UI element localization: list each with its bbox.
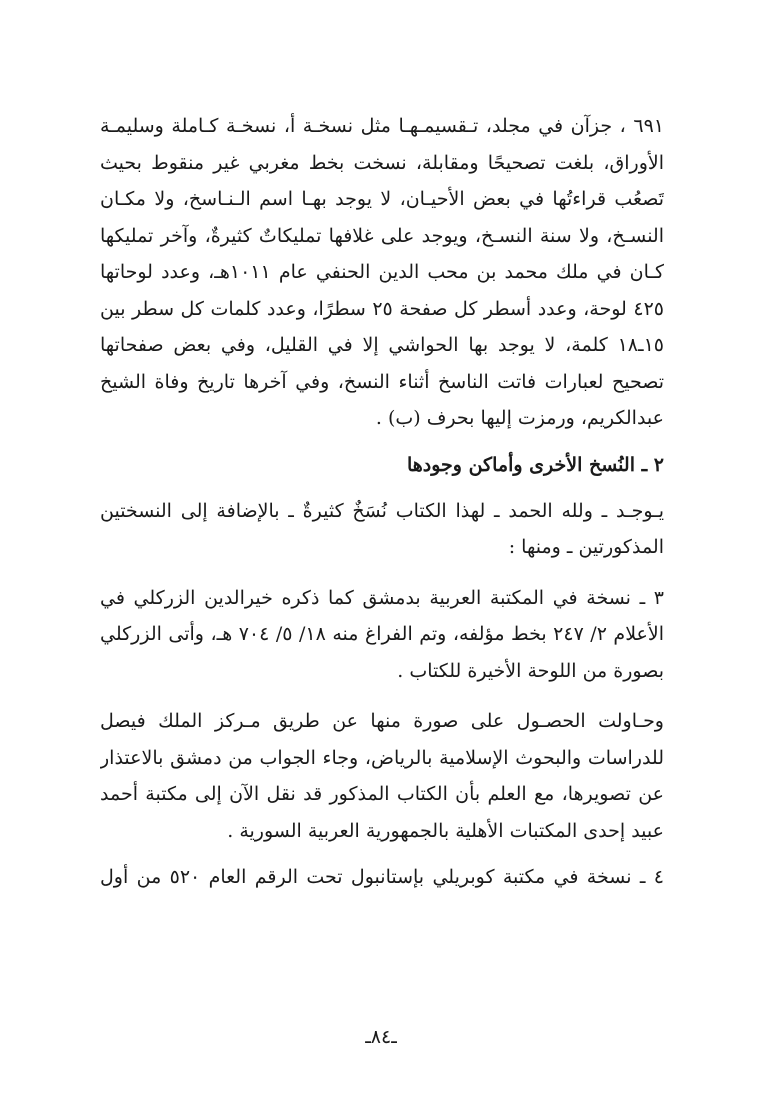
paragraph-koprulu-copy <box>100 859 664 896</box>
text-line: الأعلام ٢/ ٢٤٧ بخط مؤلفه، وتم الفراغ منه ١٨/ ٥/ ٧٠٤ هـ، وأتى الزركلي <box>100 623 664 645</box>
section-heading: ٢ ـ النُسخ الأخرى وأماكن وجودها <box>406 453 664 476</box>
paragraph-damascus-copy <box>100 580 664 690</box>
text-line: ٣ ـ نسخة في المكتبة العربية بدمشق كما ذكره خيرالدين الزركلي في <box>100 586 664 609</box>
text-line: يـوجـد ـ ولله الحمد ـ لهذا الكتاب نُسَخٌ كثيرةٌ ـ بالإضافة إلى النسختين <box>100 499 664 522</box>
text-line: ١٥ـ١٨ كلمة، لا يوجد بها الحواشي إلا في القليل، وفي بعض صفحاتها <box>100 334 664 356</box>
page-number: ـ٨٤ـ <box>365 1026 397 1048</box>
text-line: كـان في ملك محمد بن محب الدين الحنفي عام ١٠١١هـ، وعدد لوحاتها <box>100 261 664 283</box>
text-line: تَصعُب قراءتُها في بعض الأحيـان، لا يوجد بهـا اسم الـنـاسخ، ولا مكـان <box>100 188 664 210</box>
text-line: عبيد إحدى المكتبات الأهلية بالجمهورية العربية السورية . <box>227 819 664 842</box>
paragraph-manuscript-b <box>100 108 664 437</box>
text-line: تصحيح لعبارات فاتت الناسخ أثناء النسخ، وفي آخرها تاريخ وفاة الشيخ <box>100 370 664 393</box>
text-line: وحـاولت الحصـول على صورة منها عن طريق مـركز الملك فيصل <box>100 710 664 732</box>
text-line: بصورة من اللوحة الأخيرة للكتاب . <box>397 659 664 682</box>
text-line: النسـخ، ولا سنة النسـخ، ويوجد على غلافها تمليكاتٌ كثيرةٌ، وآخر تمليكها <box>100 224 664 247</box>
text-line: عن تصويرها، مع العلم بأن الكتاب المذكور قد نقل الآن إلى مكتبة أحمد <box>100 783 664 805</box>
paragraph-other-copies <box>100 493 664 566</box>
text-line: ٦٩١ ، جزآن في مجلد، تـقسيمـهـا مثل نسخـة أ، نسخـة كـاملة وسليمـة <box>100 115 664 137</box>
text-line: ٤ ـ نسخة في مكتبة كوبريلي بإستانبول تحت الرقم العام ٥٢٠ من أول <box>100 866 664 888</box>
paragraph-attempt <box>100 703 664 849</box>
text-line: للدراسات والبحوث الإسلامية بالرياض، وجاء الجواب من دمشق بالاعتذار <box>100 746 664 769</box>
page-body <box>100 108 664 896</box>
text-line: المذكورتين ـ ومنها : <box>508 536 664 558</box>
text-line: ٤٢٥ لوحة، وعدد أسطر كل صفحة ٢٥ سطرًا، وعدد كلمات كل سطر بين <box>100 297 664 320</box>
text-line: عبدالكريم، ورمزت إليها بحرف (ب) . <box>375 407 664 429</box>
text-line: الأوراق، بلغت تصحيحًا ومقابلة، نسخت بخط مغربي غير منقوط بحيث <box>100 151 664 174</box>
